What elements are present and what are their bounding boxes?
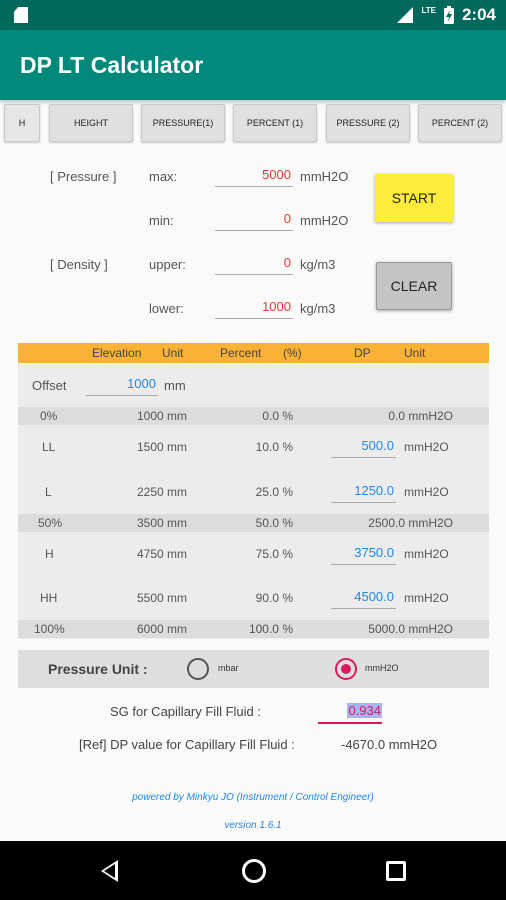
row-percent: 25.0 % — [255, 485, 293, 499]
hh-dp-input[interactable]: 4500.0 — [331, 587, 396, 609]
lower-label: lower: — [149, 301, 184, 316]
tab-percent-1[interactable]: PERCENT (1) — [233, 104, 317, 142]
offset-input[interactable]: 1000 — [86, 374, 158, 396]
sg-label: SG for Capillary Fill Fluid : — [110, 704, 261, 719]
battery-icon — [444, 6, 454, 24]
row-label: L — [45, 485, 52, 499]
tab-pressure-1[interactable]: PRESSURE(1) — [141, 104, 225, 142]
pressure-section-label: [ Pressure ] — [50, 169, 117, 184]
h-dp-input[interactable]: 3750.0 — [331, 543, 396, 565]
row-percent: 100.0 % — [248, 622, 293, 636]
tab-bar — [0, 104, 506, 144]
mbar-radio[interactable] — [187, 658, 209, 680]
row-elevation: 1000 mm — [136, 409, 187, 423]
navigation-bar — [0, 841, 506, 900]
row-elevation: 6000 mm — [136, 622, 187, 636]
table-row — [18, 620, 489, 638]
mmh2o-radio-label[interactable]: mmH2O — [365, 663, 399, 673]
row-percent: 0.0 % — [262, 409, 293, 423]
row-elevation: 5500 mm — [136, 591, 187, 605]
tab-pressure-2[interactable]: PRESSURE (2) — [326, 104, 410, 142]
lower-unit: kg/m3 — [300, 301, 336, 316]
max-unit: mmH2O — [300, 169, 349, 184]
ll-dp-input[interactable]: 500.0 — [331, 436, 396, 458]
version-text: version 1.6.1 — [224, 820, 282, 831]
tab-h[interactable]: H — [4, 104, 40, 142]
header-percent-symbol: (%) — [283, 346, 302, 360]
row-percent: 90.0 % — [255, 591, 293, 605]
density-section-label: [ Density ] — [50, 257, 108, 272]
status-bar — [0, 0, 506, 30]
row-label: LL — [42, 440, 56, 454]
header-dp: DP — [354, 346, 371, 360]
row-label: H — [45, 547, 54, 561]
table-row — [18, 407, 489, 425]
pressure-unit-label: Pressure Unit : — [48, 661, 148, 677]
row-elevation: 3500 mm — [136, 516, 187, 530]
pressure-unit-selector — [18, 650, 489, 688]
row-dp: 0.0 mmH2O — [388, 409, 453, 423]
row-percent: 75.0 % — [255, 547, 293, 561]
app-title: DP LT Calculator — [20, 52, 204, 78]
max-label: max: — [149, 169, 178, 184]
ref-dp-value: -4670.0 mmH2O — [341, 737, 438, 752]
clear-button[interactable]: CLEAR — [376, 262, 452, 310]
signal-icon — [397, 7, 413, 23]
mmh2o-radio[interactable] — [335, 658, 357, 680]
max-pressure-input[interactable]: 5000 — [215, 165, 293, 187]
l-dp-input[interactable]: 1250.0 — [331, 481, 396, 503]
row-label: 0% — [40, 409, 58, 423]
tab-height[interactable]: HEIGHT — [49, 104, 133, 142]
mbar-radio-label[interactable]: mbar — [218, 663, 239, 673]
l-dp-unit: mmH2O — [404, 485, 449, 499]
network-type: LTE — [421, 5, 436, 15]
ref-dp-label: [Ref] DP value for Capillary Fill Fluid : — [79, 737, 295, 752]
header-elevation: Elevation — [92, 346, 142, 360]
table-header — [18, 343, 489, 363]
lower-density-input[interactable]: 1000 — [215, 297, 293, 319]
home-icon[interactable] — [242, 859, 266, 883]
header-percent: Percent — [220, 346, 262, 360]
sd-card-icon — [14, 7, 28, 23]
offset-unit: mm — [164, 378, 186, 393]
status-time: 2:04 — [461, 5, 496, 24]
row-label: 50% — [38, 516, 63, 530]
min-pressure-input[interactable]: 0 — [215, 209, 293, 231]
row-elevation: 4750 mm — [136, 547, 187, 561]
sg-input[interactable] — [318, 702, 382, 724]
row-elevation: 1500 mm — [136, 440, 187, 454]
header-unit-2: Unit — [404, 346, 426, 360]
row-percent: 10.0 % — [255, 440, 293, 454]
app-bar — [0, 30, 506, 100]
start-button[interactable]: START — [375, 174, 453, 222]
hh-dp-unit: mmH2O — [404, 591, 449, 605]
upper-label: upper: — [149, 257, 186, 272]
ll-dp-unit: mmH2O — [404, 440, 449, 454]
status-icons — [397, 4, 496, 26]
min-label: min: — [149, 213, 174, 228]
header-unit-1: Unit — [162, 346, 184, 360]
row-label: 100% — [34, 622, 65, 636]
tab-percent-2[interactable]: PERCENT (2) — [418, 104, 502, 142]
row-dp: 2500.0 mmH2O — [368, 516, 453, 530]
recent-apps-icon[interactable] — [386, 861, 406, 881]
min-unit: mmH2O — [300, 213, 349, 228]
row-label: HH — [40, 591, 58, 605]
offset-label: Offset — [32, 378, 67, 393]
row-elevation: 2250 mm — [136, 485, 187, 499]
credit-text: powered by Minkyu JO (Instrument / Control Engineer) — [132, 792, 374, 803]
back-icon[interactable] — [101, 860, 118, 882]
row-dp: 5000.0 mmH2O — [368, 622, 453, 636]
table-row — [18, 514, 489, 532]
row-percent: 50.0 % — [255, 516, 293, 530]
upper-unit: kg/m3 — [300, 257, 336, 272]
sg-value[interactable]: 0.934 — [348, 703, 381, 718]
h-dp-unit: mmH2O — [404, 547, 449, 561]
upper-density-input[interactable]: 0 — [215, 253, 293, 275]
